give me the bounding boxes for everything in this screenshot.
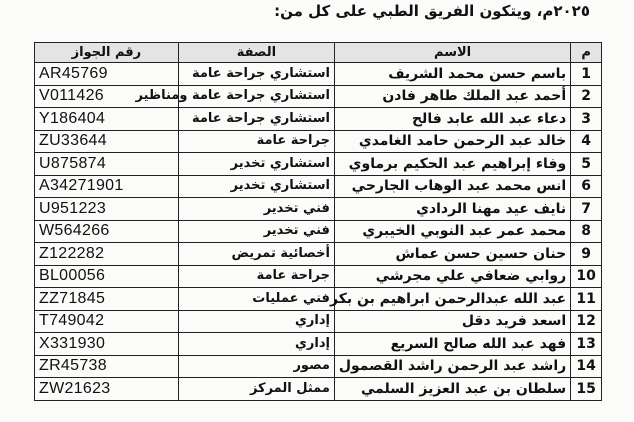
passport-number: A34271901 xyxy=(35,175,179,198)
table-row xyxy=(35,220,602,243)
row-number: 13 xyxy=(571,333,602,356)
row-number: 8 xyxy=(571,220,602,243)
row-number: 11 xyxy=(571,288,602,311)
row-number: 15 xyxy=(571,378,602,401)
member-role: جراحة عامة xyxy=(178,265,334,288)
table-row xyxy=(35,310,602,333)
passport-number: V011426 xyxy=(35,85,179,108)
row-number: 6 xyxy=(571,175,602,198)
member-name: فهد عبد الله صالح السريع xyxy=(334,333,570,356)
table-row xyxy=(35,198,602,221)
member-role: فني تخدير xyxy=(178,198,334,221)
table-row xyxy=(35,108,602,131)
passport-number: ZR45738 xyxy=(35,355,179,378)
passport-number: W564266 xyxy=(35,220,179,243)
passport-number: Z122282 xyxy=(35,243,179,266)
member-name: دعاء عبد الله عابد فالح xyxy=(334,108,570,131)
table-row xyxy=(35,333,602,356)
passport-number: ZW21623 xyxy=(35,378,179,401)
member-name: حنان حسين حسن عماش xyxy=(334,243,570,266)
row-number: 5 xyxy=(571,153,602,176)
passport-number: U951223 xyxy=(35,198,179,221)
table-row xyxy=(35,63,602,86)
header-role: الصفة xyxy=(178,43,334,63)
table-row xyxy=(35,378,602,401)
passport-number: AR45769 xyxy=(35,63,179,86)
row-number: 2 xyxy=(571,85,602,108)
medical-team-table xyxy=(34,42,602,401)
table-row xyxy=(35,153,602,176)
member-role: مصور xyxy=(178,355,334,378)
row-number: 1 xyxy=(571,63,602,86)
passport-number: ZZ71845 xyxy=(35,288,179,311)
member-role: إداري xyxy=(178,333,334,356)
member-name: باسم حسن محمد الشريف xyxy=(334,63,570,86)
header-passport: رقم الجواز xyxy=(35,43,179,63)
row-number: 14 xyxy=(571,355,602,378)
member-role: استشاري تخدير xyxy=(178,153,334,176)
member-name: روابي ضعافي علي مجرشي xyxy=(334,265,570,288)
member-name: خالد عبد الرحمن حامد الغامدي xyxy=(334,130,570,153)
row-number: 12 xyxy=(571,310,602,333)
passport-number: BL00056 xyxy=(35,265,179,288)
member-name: راشد عبد الرحمن راشد القصمول xyxy=(334,355,570,378)
member-role: استشاري تخدير xyxy=(178,175,334,198)
member-role: استشاري جراحة عامة xyxy=(178,108,334,131)
passport-number: U875874 xyxy=(35,153,179,176)
header-num: م xyxy=(571,43,602,63)
passport-number: Y186404 xyxy=(35,108,179,131)
table-row xyxy=(35,130,602,153)
header-name: الاسم xyxy=(334,43,570,63)
member-name: محمد عمر عبد النوبي الخيبري xyxy=(334,220,570,243)
member-name: عبد الله عبدالرحمن ابراهيم بن بكر xyxy=(334,288,570,311)
member-name: نايف عيد مهنا الردادي xyxy=(334,198,570,221)
table-row xyxy=(35,355,602,378)
intro-text: ٢٠٢٥م، ويتكون الفريق الطبي على كل من: xyxy=(274,2,590,20)
table-row xyxy=(35,243,602,266)
passport-number: X331930 xyxy=(35,333,179,356)
member-role: إداري xyxy=(178,310,334,333)
member-role: فني تخدير xyxy=(178,220,334,243)
row-number: 10 xyxy=(571,265,602,288)
passport-number: T749042 xyxy=(35,310,179,333)
member-name: اسعد فريد دقل xyxy=(334,310,570,333)
row-number: 7 xyxy=(571,198,602,221)
table-header-row xyxy=(35,43,602,63)
member-name: سلطان بن عبد العزيز السلمي xyxy=(334,378,570,401)
member-role: استشاري جراحة عامة xyxy=(178,63,334,86)
row-number: 4 xyxy=(571,130,602,153)
member-role: فني عمليات xyxy=(178,288,334,311)
member-role: استشاري جراحة عامة ومناظير xyxy=(178,85,334,108)
member-name: وفاء إبراهيم عبد الحكيم برماوي xyxy=(334,153,570,176)
member-name: أحمد عبد الملك طاهر فادن xyxy=(334,85,570,108)
member-name: انس محمد عبد الوهاب الجارحي xyxy=(334,175,570,198)
table-row xyxy=(35,288,602,311)
table-row xyxy=(35,175,602,198)
member-role: ممثل المركز xyxy=(178,378,334,401)
table-row xyxy=(35,85,602,108)
member-role: أخصائية تمريض xyxy=(178,243,334,266)
passport-number: ZU33644 xyxy=(35,130,179,153)
row-number: 3 xyxy=(571,108,602,131)
table-row xyxy=(35,265,602,288)
row-number: 9 xyxy=(571,243,602,266)
member-role: جراحة عامة xyxy=(178,130,334,153)
